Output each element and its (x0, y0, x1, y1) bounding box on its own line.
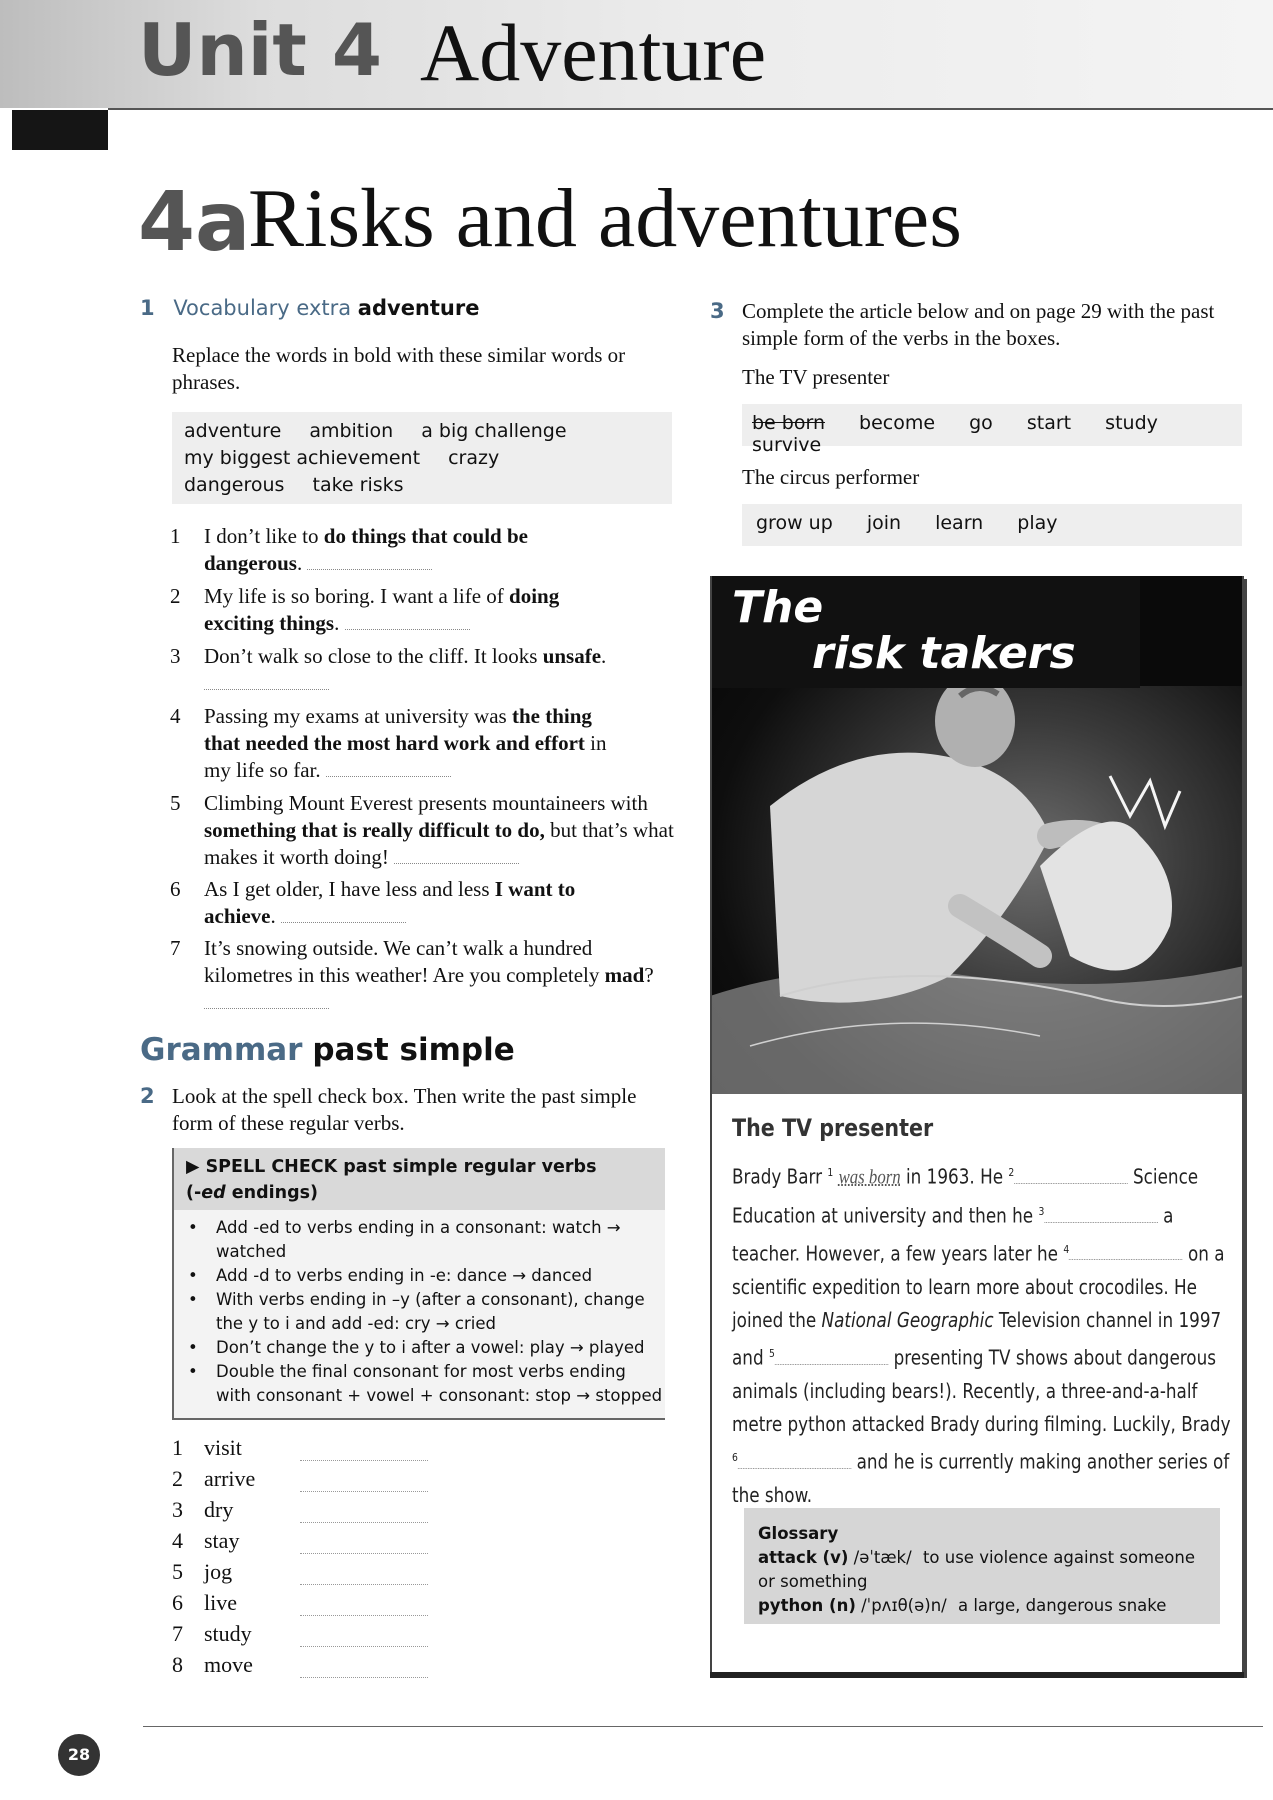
verb-item-7 (172, 1621, 252, 1647)
gap-number: 5 (768, 1346, 775, 1360)
glossary-entry-attack (758, 1546, 1206, 1594)
answer-blank[interactable] (204, 672, 329, 690)
glossary-def: a large, dangerous snake (957, 1596, 1167, 1615)
gap-number: 4 (1063, 1242, 1070, 1256)
ex1-item-3 (172, 643, 672, 697)
verb-item-3 (172, 1497, 233, 1523)
article-text: Television channel in 1997 and (732, 1307, 1222, 1370)
verb-answer-line[interactable] (300, 1677, 428, 1678)
spell-check-header (174, 1148, 665, 1210)
item-bold: I want to achieve (204, 877, 576, 928)
tv-word-box (742, 404, 1242, 456)
article-right-rule (1242, 576, 1244, 1676)
item-text: My life is so boring. I want a life of (204, 584, 510, 608)
verb-word: arrive (204, 1466, 256, 1491)
article-gap-2[interactable] (1014, 1166, 1127, 1184)
article-italic: National Geographic (821, 1307, 994, 1332)
gap-number: 3 (1038, 1204, 1045, 1218)
word-ambition: ambition (309, 420, 394, 442)
glossary-pron: /ˈpʌɪθ(ə)n/ (861, 1596, 947, 1615)
rule-item: • Don’t change the y to i after a vowel: play → played (174, 1336, 665, 1360)
word-be-born-struck: be born (752, 412, 825, 434)
word-big-challenge: a big challenge (421, 420, 567, 442)
tv-label: The TV presenter (742, 365, 890, 389)
article-text: on a scientific expedition to learn more about crocodiles. He joined the (732, 1241, 1225, 1332)
unit-number: Unit 4 (138, 8, 382, 92)
item-text: in my life so far. (204, 731, 607, 782)
gap-number: 6 (732, 1451, 738, 1465)
article-title-banner (710, 576, 1140, 688)
verb-number: 7 (172, 1621, 183, 1646)
verb-number: 8 (172, 1652, 183, 1677)
verb-word: stay (204, 1528, 240, 1553)
lesson-title: Risks and adventures (248, 172, 962, 265)
item-text: Climbing Mount Everest presents mountaineers with (204, 791, 648, 815)
item-bold: doing exciting things (204, 584, 560, 635)
spell-check-sub: (- (186, 1183, 202, 1203)
article-gap-3[interactable] (1044, 1205, 1157, 1223)
word-learn: learn (935, 512, 984, 534)
word-become: become (859, 412, 936, 434)
item-number: 5 (170, 791, 181, 815)
verb-answer-line[interactable] (300, 1646, 428, 1647)
item-text: . (601, 644, 607, 668)
item-text: I don’t like to (204, 524, 324, 548)
answer-blank[interactable] (326, 759, 451, 777)
verb-answer-line[interactable] (300, 1584, 428, 1585)
verb-item-1 (172, 1435, 242, 1461)
circus-word-box (742, 504, 1242, 546)
item-text: Passing my exams at university was (204, 704, 512, 728)
article-card (710, 576, 1244, 1800)
article-text: in 1963. He (900, 1164, 1009, 1189)
answer-blank[interactable] (345, 612, 470, 630)
item-number: 4 (170, 704, 181, 728)
article-text: a teacher. However, a few years later he (732, 1203, 1174, 1266)
article-gap-5[interactable] (775, 1347, 888, 1365)
footer-rule (143, 1726, 1263, 1727)
spell-check-rules (174, 1210, 665, 1408)
verb-word: jog (204, 1559, 233, 1584)
article-text: and he is currently making another series of the show. (732, 1449, 1230, 1508)
answer-blank[interactable] (307, 552, 432, 570)
page-number: 28 (58, 1734, 100, 1776)
verb-word: move (204, 1652, 253, 1677)
unit-title: Adventure (420, 7, 767, 98)
article-text: Brady Barr (732, 1164, 828, 1189)
ex1-heading-grey: Vocabulary extra (173, 296, 352, 320)
verb-item-6 (172, 1590, 237, 1616)
glossary-box (744, 1508, 1220, 1624)
glossary-word: python (n) (758, 1596, 856, 1615)
word-join: join (866, 512, 902, 534)
rule-item: • Add -d to verbs ending in -e: dance → danced (174, 1264, 665, 1288)
item-text: ? (644, 963, 654, 987)
ex1-item-2 (172, 583, 672, 637)
item-number: 2 (170, 584, 181, 608)
ex1-instruction: Replace the words in bold with these similar words or phrases. (172, 343, 626, 394)
spell-check-title: SPELL CHECK past simple regular verbs (205, 1157, 597, 1177)
item-bold: the thing that needed the most hard work and effort (204, 704, 592, 755)
verb-item-8 (172, 1652, 253, 1678)
rule-item: • With verbs ending in –y (after a consonant), change the y to i and add -ed: cry → cried (174, 1288, 665, 1336)
header-rule (108, 108, 1273, 110)
verb-word: visit (204, 1435, 242, 1460)
item-text: . (334, 611, 340, 635)
glossary-def: to use violence against someone or something (758, 1548, 1195, 1591)
word-crazy: crazy (448, 447, 500, 469)
verb-word: study (204, 1621, 252, 1646)
gap-number: 2 (1008, 1166, 1015, 1179)
article-body (732, 1156, 1233, 1512)
verb-answer-line[interactable] (300, 1615, 428, 1616)
verb-number: 5 (172, 1559, 183, 1584)
grammar-label: Grammar (140, 1032, 303, 1068)
verb-number: 6 (172, 1590, 183, 1615)
word-grow-up: grow up (756, 512, 833, 534)
answer-blank[interactable] (281, 905, 406, 923)
verb-word: live (204, 1590, 237, 1615)
ex1-number: 1 (140, 296, 155, 320)
verb-answer-line[interactable] (300, 1460, 428, 1461)
ex1-item-6 (172, 876, 672, 930)
verb-number: 4 (172, 1528, 183, 1553)
spell-check-sub: ed (201, 1183, 226, 1203)
glossary-entry-python (758, 1594, 1206, 1618)
article-text: presenting TV shows about dangerous animals (including bears!). Recently, a three-and-a-half metre python attacked Brady during filming. Luckily, Brady (732, 1345, 1231, 1437)
ex1-heading-dark: adventure (357, 296, 480, 320)
verb-number: 2 (172, 1466, 183, 1491)
grammar-heading (140, 1032, 515, 1068)
item-text: Don’t walk so close to the cliff. It looks (204, 644, 543, 668)
ex2-instruction: Look at the spell check box. Then write the past simple form of these regular verbs. (172, 1084, 637, 1135)
article-gap-4[interactable] (1069, 1242, 1182, 1260)
item-bold: do things that could be dangerous (204, 524, 528, 575)
ex3-block (710, 298, 1230, 352)
ex2-number: 2 (140, 1084, 155, 1108)
verb-item-2 (172, 1466, 255, 1492)
item-bold: unsafe (542, 644, 602, 668)
item-number: 6 (170, 877, 181, 901)
word-biggest-achievement: my biggest achievement (184, 447, 421, 469)
unit-tab-marker (12, 110, 108, 150)
article-title-line1: The (732, 582, 824, 633)
play-triangle-icon: ▶ (186, 1157, 200, 1177)
glossary-pron: /əˈtæk/ (853, 1548, 912, 1567)
ex1-item-4 (172, 703, 672, 784)
ex1-heading (140, 296, 479, 320)
verb-number: 1 (172, 1435, 183, 1460)
item-text: It’s snowing outside. We can’t walk a hundred kilometres in this weather! Are you completely (204, 936, 605, 987)
ex2-block (140, 1083, 670, 1137)
item-bold: mad (604, 963, 645, 987)
ex3-instruction: Complete the article below and on page 29 with the past simple form of the verbs in the boxes. (742, 299, 1215, 350)
item-number: 7 (170, 936, 181, 960)
word-play: play (1017, 512, 1058, 534)
verb-item-5 (172, 1559, 232, 1585)
spell-check-box (172, 1148, 665, 1420)
page-bottom-mask (712, 1678, 1252, 1800)
article-left-rule (710, 576, 712, 1676)
glossary-title: Glossary (758, 1524, 839, 1543)
verb-word: dry (204, 1497, 234, 1522)
item-number: 1 (170, 524, 181, 548)
word-adventure: adventure (184, 420, 282, 442)
item-text: . (296, 551, 303, 575)
grammar-topic: past simple (312, 1032, 515, 1068)
verb-answer-line[interactable] (300, 1553, 428, 1554)
article-photo (710, 576, 1244, 1094)
rule-item: • Add -ed to verbs ending in a consonant: watch → watched (174, 1216, 665, 1264)
item-bold: something that is really difficult to do, (204, 818, 545, 842)
circus-label: The circus performer (742, 465, 920, 489)
item-number: 3 (170, 644, 181, 668)
verb-item-4 (172, 1528, 239, 1554)
article-text: Science Education at university and then he (732, 1164, 1199, 1228)
word-start: start (1026, 412, 1072, 434)
spell-check-sub: endings) (225, 1183, 319, 1203)
word-survive: survive (752, 434, 822, 456)
word-dangerous: dangerous (184, 474, 285, 496)
ex1-item-1 (172, 523, 672, 577)
ex1-item-7 (172, 935, 672, 1016)
item-text: but that’s what makes it worth doing! (204, 818, 674, 869)
item-text: . (270, 904, 276, 928)
ex3-number: 3 (710, 299, 725, 323)
rule-item: • Double the final consonant for most verbs ending with consonant + vowel + consonant: stop → stopped (174, 1360, 665, 1408)
word-take-risks: take risks (312, 474, 404, 496)
word-go: go (969, 412, 993, 434)
glossary-word: attack (v) (758, 1548, 849, 1567)
item-text: As I get older, I have less and less (204, 877, 495, 901)
ex1-word-box (172, 412, 672, 504)
answer-blank[interactable] (394, 846, 519, 864)
example-answer: was born (838, 1166, 901, 1189)
gap-number: 1 (827, 1166, 834, 1179)
word-study: study (1105, 412, 1158, 434)
ex1-item-5 (172, 790, 672, 871)
verb-answer-line[interactable] (300, 1522, 428, 1523)
lesson-number: 4a (138, 175, 251, 270)
answer-blank[interactable] (204, 991, 329, 1009)
article-gap-6[interactable] (738, 1451, 851, 1469)
article-title-line2: risk takers (812, 628, 1076, 679)
verb-answer-line[interactable] (300, 1491, 428, 1492)
verb-number: 3 (172, 1497, 183, 1522)
article-subhead: The TV presenter (732, 1114, 934, 1142)
